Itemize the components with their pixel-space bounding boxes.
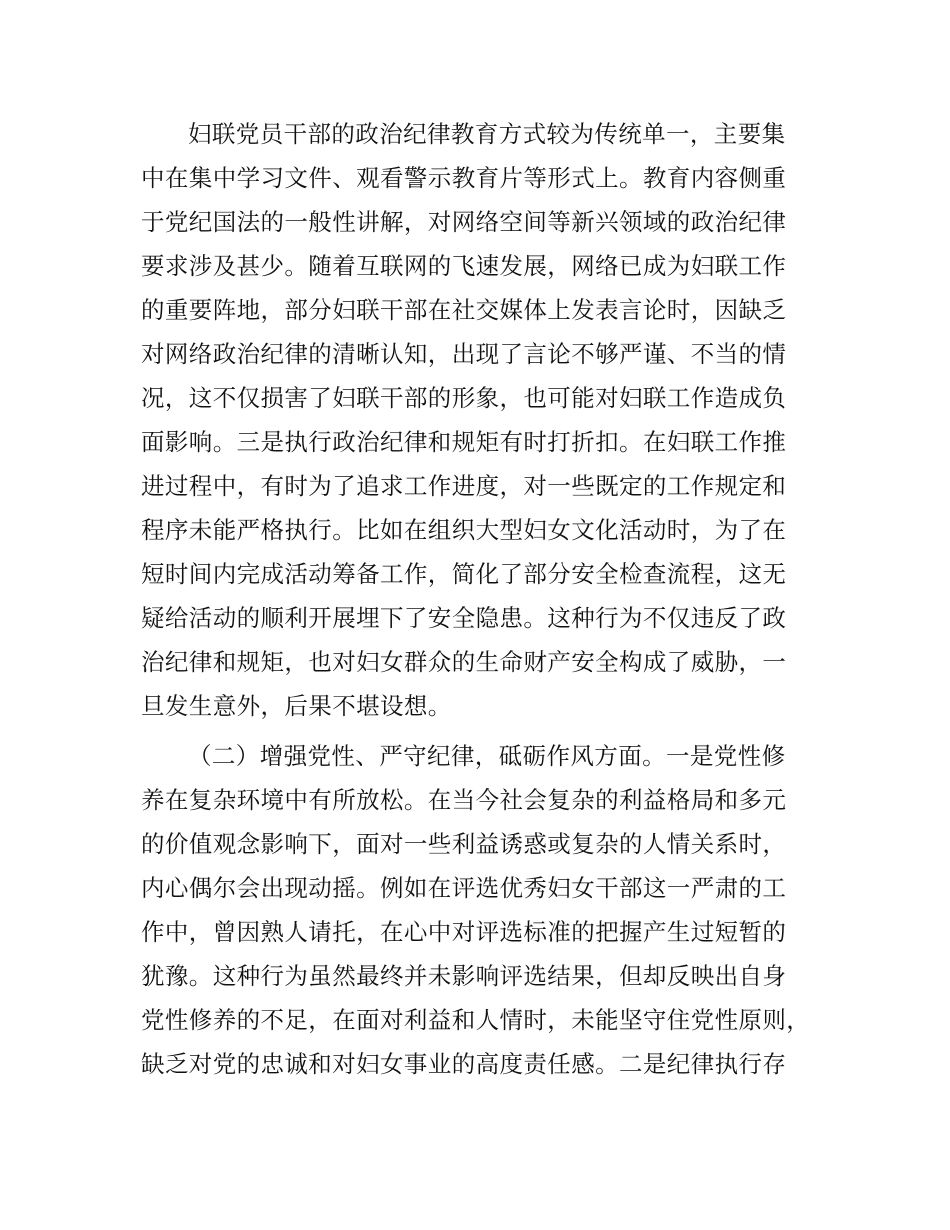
paragraph-line: 进过程中，有时为了追求工作进度，对一些既定的工作规定和 [141,472,787,500]
paragraph-line: 的价值观念影响下，面对一些利益诱惑或复杂的人情关系时， [141,830,787,858]
paragraph-line: 党性修养的不足，在面对利益和人情时，未能坚守住党性原则， [141,1006,811,1034]
paragraph-line: 况，这不仅损害了妇联干部的形象，也可能对妇联工作造成负 [141,384,787,412]
paragraph-line: 中在集中学习文件、观看警示教育片等形式上。教育内容侧重 [141,164,787,192]
paragraph-line: 缺乏对党的忠诚和对妇女事业的高度责任感。二是纪律执行存 [141,1050,787,1078]
paragraph-line: 妇联党员干部的政治纪律教育方式较为传统单一，主要集 [188,120,786,148]
paragraph-line: 程序未能严格执行。比如在组织大型妇女文化活动时，为了在 [141,516,787,544]
paragraph-line: 对网络政治纪律的清晰认知，出现了言论不够严谨、不当的情 [141,340,787,368]
paragraph-line: 疑给活动的顺利开展埋下了安全隐患。这种行为不仅违反了政 [141,604,787,632]
paragraph-line: 于党纪国法的一般性讲解，对网络空间等新兴领域的政治纪律 [141,208,787,236]
paragraph-line: 犹豫。这种行为虽然最终并未影响评选结果，但却反映出自身 [141,962,787,990]
paragraph-line: （二）增强党性、严守纪律，砥砺作风方面。一是党性修 [188,742,786,770]
paragraph-line: 旦发生意外，后果不堪设想。 [141,692,452,720]
paragraph-line: 面影响。三是执行政治纪律和规矩有时打折扣。在妇联工作推 [141,428,787,456]
paragraph-line: 作中，曾因熟人请托，在心中对评选标准的把握产生过短暂的 [141,918,787,946]
paragraph-line: 治纪律和规矩，也对妇女群众的生命财产安全构成了威胁，一 [141,648,787,676]
paragraph-line: 内心偶尔会出现动摇。例如在评选优秀妇女干部这一严肃的工 [141,874,787,902]
paragraph-line: 的重要阵地，部分妇联干部在社交媒体上发表言论时，因缺乏 [141,296,787,324]
paragraph-line: 要求涉及甚少。随着互联网的飞速发展，网络已成为妇联工作 [141,252,787,280]
paragraph-line: 养在复杂环境中有所放松。在当今社会复杂的利益格局和多元 [141,786,787,814]
paragraph-line: 短时间内完成活动筹备工作，简化了部分安全检查流程，这无 [141,560,787,588]
